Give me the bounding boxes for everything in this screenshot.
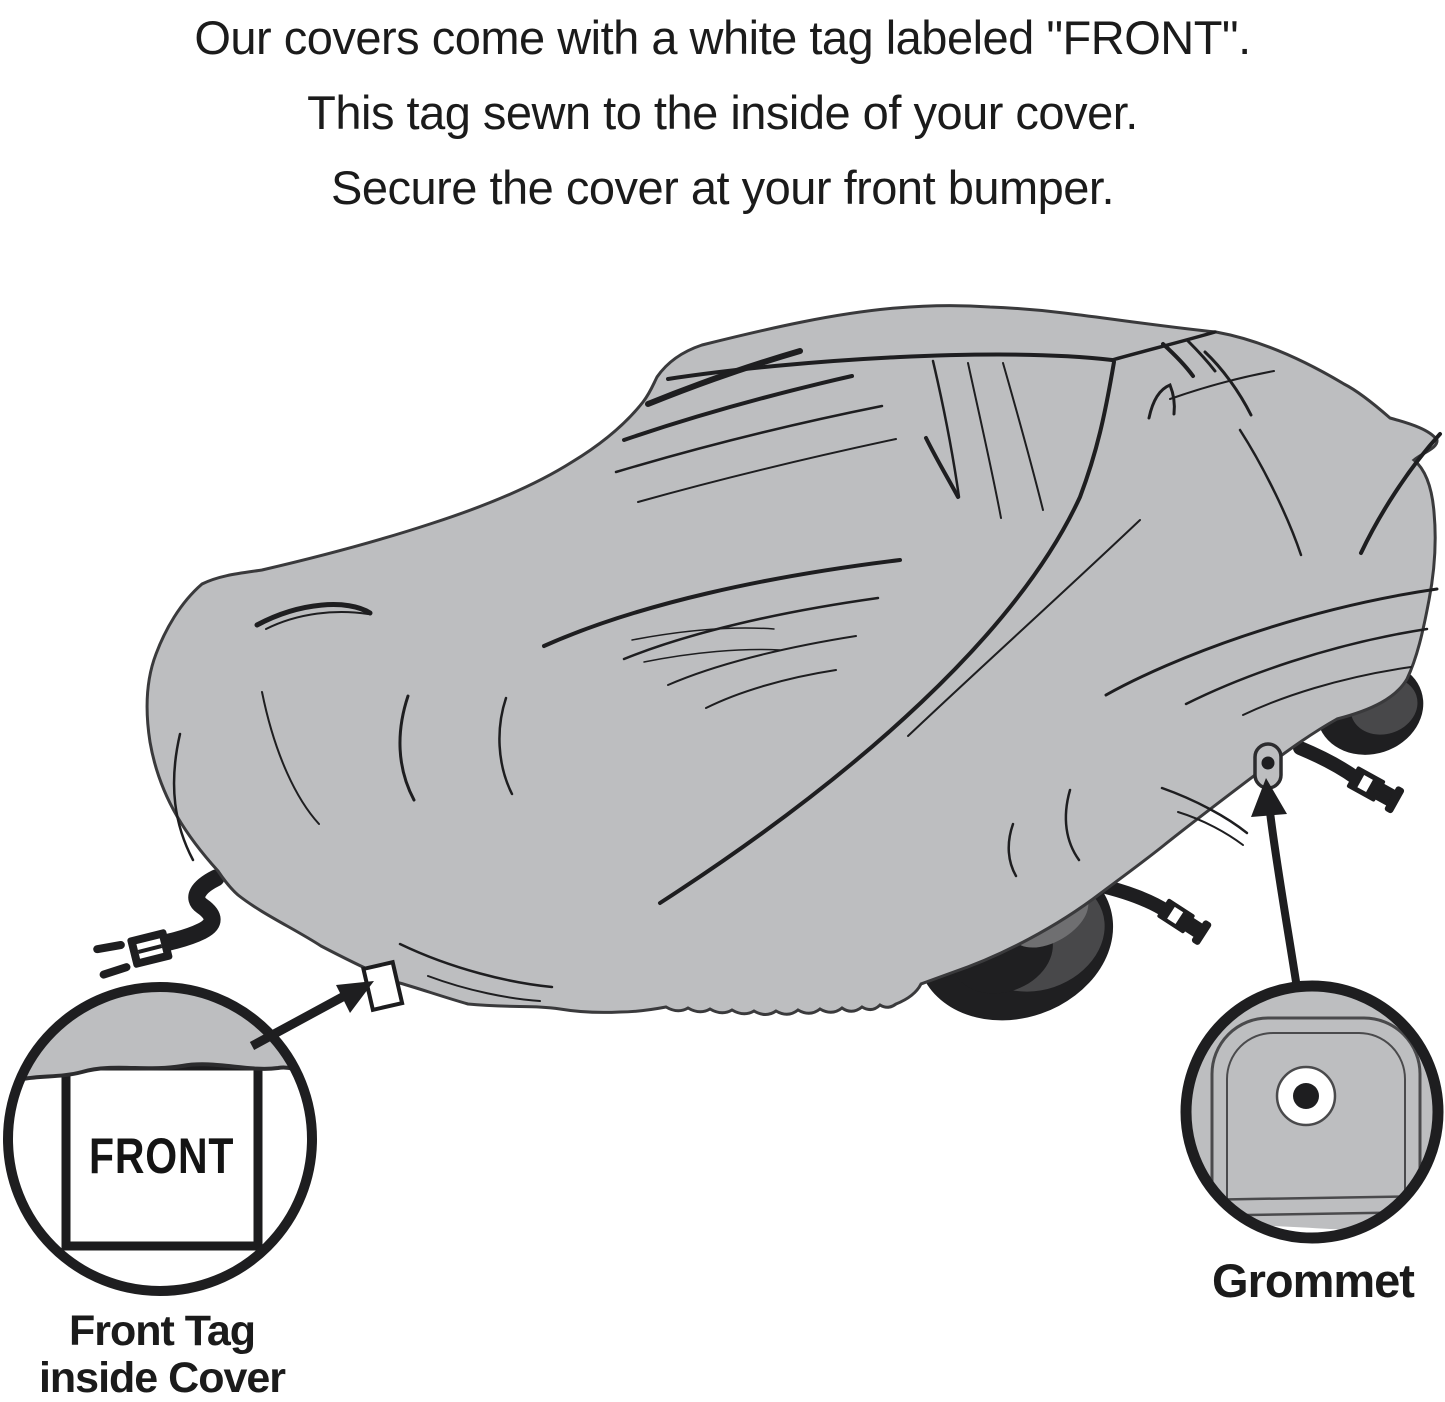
front-tag-caption — [0, 1308, 344, 1402]
cover-body — [147, 306, 1437, 1015]
grommet-caption: Grommet — [1212, 1254, 1414, 1307]
grommet-callout — [1180, 778, 1440, 1298]
grommet-arrow — [1251, 778, 1297, 988]
grommet-hole — [1293, 1083, 1319, 1109]
middle-strap — [1098, 885, 1212, 946]
front-strap — [92, 878, 216, 980]
instruction-line-1: Our covers come with a white tag labeled "FRONT". — [194, 11, 1251, 64]
instruction-line-3: Secure the cover at your front bumper. — [330, 161, 1115, 214]
car-cover — [147, 306, 1440, 1015]
front-tag-text: FRONT — [89, 1128, 235, 1184]
front-tag-arrow — [252, 981, 374, 1046]
front-tag-caption-line-1: Front Tag — [68, 1307, 256, 1355]
rear-strap — [1300, 748, 1405, 814]
cover-grommet — [1255, 744, 1281, 788]
instruction-line-2: This tag sewn to the inside of your cover. — [307, 86, 1138, 139]
instruction-text — [0, 0, 1445, 225]
front-tag-caption-line-2: inside Cover — [38, 1354, 286, 1402]
